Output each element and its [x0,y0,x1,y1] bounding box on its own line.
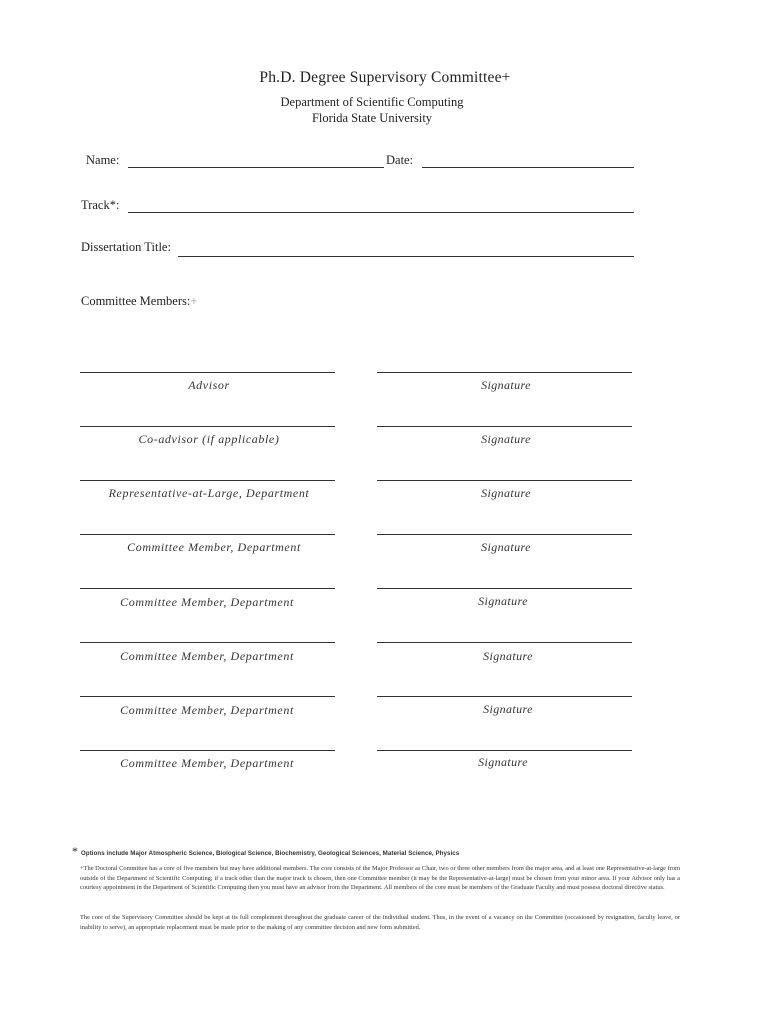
track-field[interactable] [128,212,634,213]
representative-name-line[interactable] [80,480,335,481]
signature-label: Signature [481,486,531,500]
member-4-name-line[interactable] [80,696,335,697]
department-name: Department of Scientific Computing [280,95,464,109]
dissertation-title-field[interactable] [178,256,634,257]
role-label: Representative-at-Large, Department [108,486,310,500]
dissertation-title-label: Dissertation Title: [81,240,171,254]
representative-signature-line[interactable] [377,480,632,481]
member-5-name-line[interactable] [80,750,335,751]
role-label: Committee Member, Department [120,649,294,663]
member-4-signature-line[interactable] [377,696,632,697]
committee-heading-mark: + [190,294,198,308]
track-options-note: Options include Major Atmospheric Science, Biological Science, Biochemistry, Geological Sciences, Material Science, Physics [81,850,460,857]
signature-label: Signature [478,594,528,608]
role-label: Committee Member, Department [127,540,301,554]
role-label: Co-advisor (if applicable) [138,432,280,446]
university-name: Florida State University [311,111,433,125]
member-2-name-line[interactable] [80,588,335,589]
signature-label: Signature [478,755,528,769]
footnote-asterisk: * [72,844,78,858]
signature-label: Signature [483,649,533,663]
advisor-name-line[interactable] [80,372,335,373]
committee-composition-note: +The Doctoral Committee has a core of five members but may have additional members. The core consists of the Major Professor as Chair, two or three other members from the major area, and at least one Representative-at-large from outside of the Department of Scientific Computing; if a track other than the major track is chosen, then one Committee member (it may be the Representative-at-large) must be chosen from your minor area. If your Advisor only has a courtesy appointment in the Department of Scientific Computing then you must have an advisor from the Department. All members of the core must be members of the Graduate Faculty and must possess doctoral directive status. [80,865,680,891]
name-field[interactable] [128,167,384,168]
committee-heading-text: Committee Members: [81,294,191,308]
role-label: Committee Member, Department [120,756,294,770]
signature-label: Signature [481,432,531,446]
form-title: Ph.D. Degree Supervisory Committee+ [259,69,511,86]
member-1-name-line[interactable] [80,534,335,535]
track-label: Track*: [81,198,120,212]
date-field[interactable] [422,167,634,168]
name-label: Name: [86,153,120,167]
core-committee-note: The core of the Supervisory Committee should be kept at its full complement throughout the graduate career of the individual student. Thus, in the event of a vacancy on the Committee (occasioned by resignation, faculty leave, or inability to serve), an appropriate replacement must be made prior to the making of any committee decision and new form submitted. [80,914,680,931]
coadvisor-signature-line[interactable] [377,426,632,427]
member-2-signature-line[interactable] [377,588,632,589]
role-label: Committee Member, Department [120,703,294,717]
committee-members-heading [81,294,197,309]
signature-label: Signature [481,540,531,554]
member-1-signature-line[interactable] [377,534,632,535]
member-5-signature-line[interactable] [377,750,632,751]
member-3-signature-line[interactable] [377,642,632,643]
coadvisor-name-line[interactable] [80,426,335,427]
role-label: Advisor [188,378,230,392]
signature-label: Signature [483,702,533,716]
advisor-signature-line[interactable] [377,372,632,373]
member-3-name-line[interactable] [80,642,335,643]
date-label: Date: [386,153,414,167]
signature-label: Signature [481,378,531,392]
role-label: Committee Member, Department [120,595,294,609]
